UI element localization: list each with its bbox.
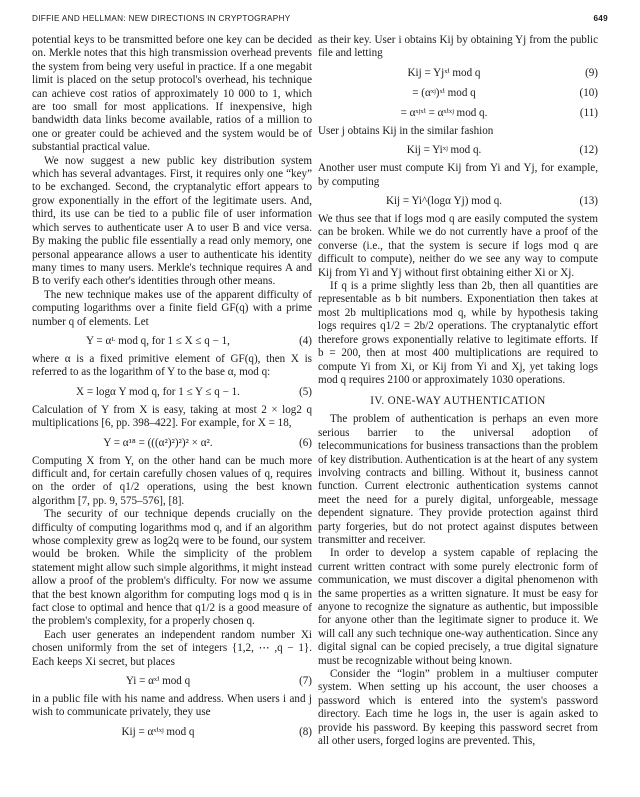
equation-11 — [318, 105, 598, 121]
paragraph: The problem of authentication is perhaps an even more serious barrier to the universal adoption of telecommunications for business transactions than the problem of key distribution. Authentication is at the heart of any system involving contracts and billing. Without it, business cannot function. Current electronic authentication systems cannot meet the need for a purely digital, unforgeable, message dependent signature. They provide protection against third party forgeries, but do not protect against disputes between transmitter and receiver. — [318, 413, 598, 546]
equation-expression: X = logα Y mod q, for 1 ≤ Y ≤ q − 1. — [76, 385, 240, 398]
equation-expression: Kij = αˣⁱˣʲ mod q — [121, 725, 195, 738]
paragraph: Computing X from Y, on the other hand can be much more difficult and, for certain carefully chosen values of q, requires on the order of q1/2 operations, using the best known algorithm [7, pp. 9, 575–576], [8]. — [32, 454, 312, 507]
equation-expression: = (αˣʲ)ˣⁱ mod q — [412, 86, 476, 99]
paragraph: We now suggest a new public key distribution system which has several advantages. First, it requires only one “key” to be exchanged. Second, the cryptanalytic effort appears to grow exponentially in the effort of the legitimate users. And, third, its use can be tied to a public file of user information which serves to authenticate user A to user B and vice versa. By making the public file essentially a read only memory, one personal appearance allows a user to authenticate his identity many times to many users. Merkle's technique requires A and B to verify each other's identities through other means. — [32, 154, 312, 288]
paragraph: If q is a prime slightly less than 2b, then all quantities are representable as b bit numbers. Exponentiation then takes at most 2b multiplications mod q, while by hypothesis taking logs requires q1/2 = 2b/2 operations. The cryptanalytic effort therefore grows exponentially relative to legitimate efforts. If b = 200, then at most 400 multiplications are required to compute Yi from Xi, or Kij from Yi and Xj, yet taking logs mod q requires 2100 or approximately 1030 operations. — [318, 280, 598, 386]
equation-10 — [318, 85, 598, 101]
equation-number: (12) — [579, 144, 598, 157]
equation-4 — [32, 333, 312, 349]
equation-number: (11) — [579, 106, 598, 119]
equation-expression: Kij = Yjˣⁱ mod q — [407, 66, 481, 79]
equation-number: (8) — [299, 725, 312, 738]
equation-number: (13) — [579, 195, 598, 208]
paragraph: The new technique makes use of the apparent difficulty of computing logarithms over a finite field GF(q) with a prime number q of elements. Let — [32, 288, 312, 328]
equation-expression: Y = α¹⁸ = (((α²)²)²)² × α². — [103, 436, 213, 449]
equation-12 — [318, 142, 598, 158]
paragraph: potential keys to be transmitted before one key can be decided on. Merkle notes that this high transmission overhead prevents the system from being very useful in practice. If a one megabit limit is placed on the setup protocol's overhead, his technique can achieve cost ratios of approximately 10 000 to 1, which are too small for most applications. If inexpensive, high bandwidth data links become available, ratios of a million to one or greater could be achieved and the system would be of substantial practical value. — [32, 34, 312, 154]
paragraph: User j obtains Kij in the similar fashion — [318, 124, 494, 137]
paragraph: Calculation of Y from X is easy, taking at most 2 × log2 q multiplications [6, pp. 398–422]. For example, for X = 18, — [32, 403, 312, 430]
equation-number: (4) — [299, 334, 312, 347]
equation-number: (6) — [299, 436, 312, 449]
equation-number: (5) — [299, 385, 312, 398]
left-column — [32, 34, 312, 744]
equation-expression: Kij = Yi^(logα Yj) mod q. — [385, 195, 503, 208]
equation-8 — [32, 724, 312, 740]
section-heading: IV. ONE-WAY AUTHENTICATION — [370, 395, 546, 408]
equation-expression: Yi = αˣⁱ mod q — [125, 675, 191, 688]
paragraph: In order to develop a system capable of replacing the current written contract with some purely electronic form of communication, we must discover a digital phenomenon with the same properties as a written signature. It must be easy for anyone to recognize the signature as authentic, but impossible for anyone other than the legitimate signer to produce it. We will call any such technique one-way authentication. Since any digital signal can be copied precisely, a true digital signature must be recognizable without being known. — [318, 547, 598, 667]
equation-expression: Kij = Yiˣʲ mod q. — [406, 144, 482, 157]
paragraph: Another user must compute Kij from Yi and Yj, for example, by computing — [318, 162, 598, 188]
running-title: DIFFIE AND HELLMAN: NEW DIRECTIONS IN CRYPTOGRAPHY — [32, 14, 291, 23]
equation-5 — [32, 384, 312, 400]
paragraph: where α is a fixed primitive element of GF(q), then X is referred to as the logarithm of Y to the base α, mod q: — [32, 352, 312, 379]
equation-expression: = αˣʲˣⁱ = αˣⁱˣʲ mod q. — [400, 106, 488, 119]
paragraph: in a public file with his name and address. When users i and j wish to communicate privately, they use — [32, 693, 312, 719]
equation-13 — [318, 193, 598, 209]
equation-number: (7) — [299, 675, 312, 688]
paragraph: The security of our technique depends crucially on the difficulty of computing logarithms mod q, and if an algorithm whose complexity grew as log2q were to be found, our system would be broken. While the simplicity of the problem statement might allow such simple algorithms, it might instead allow a proof of the problem's difficulty. For now we assume that the best known algorithm for computing logs mod q is in fact close to optimal and hence that q1/2 is a good measure of the problem's complexity, for a properly chosen q. — [32, 508, 312, 628]
equation-9 — [318, 65, 598, 81]
equation-number: (10) — [579, 86, 598, 99]
paragraph: Consider the “login” problem in a multiuser computer system. When setting up his account, the user chooses a password which is entered into the system's password directory. Each time he logs in, the user is again asked to provide his password. By keeping this password secret from all other users, forged logins are prevented. This, — [318, 668, 598, 748]
equation-7 — [32, 673, 312, 689]
right-column — [318, 34, 598, 748]
page-number: 649 — [593, 14, 608, 23]
equation-6 — [32, 435, 312, 451]
equation-number: (9) — [585, 66, 598, 79]
paragraph: as their key. User i obtains Kij by obtaining Yj from the public file and letting — [318, 34, 598, 60]
paragraph: We thus see that if logs mod q are easily computed the system can be broken. While we do not currently have a proof of the converse (i.e., that the system is secure if logs mod q are difficult to compute), neither do we see any way to compute Kij from Yi and Yj without first obtaining either Xi or Xj. — [318, 213, 598, 279]
paragraph: Each user generates an independent random number Xi chosen uniformly from the set of integers {1,2, ⋯ ,q − 1}. Each keeps Xi secret, but places — [32, 628, 312, 668]
equation-expression: Y = αᴸ mod q, for 1 ≤ X ≤ q − 1, — [86, 334, 230, 347]
